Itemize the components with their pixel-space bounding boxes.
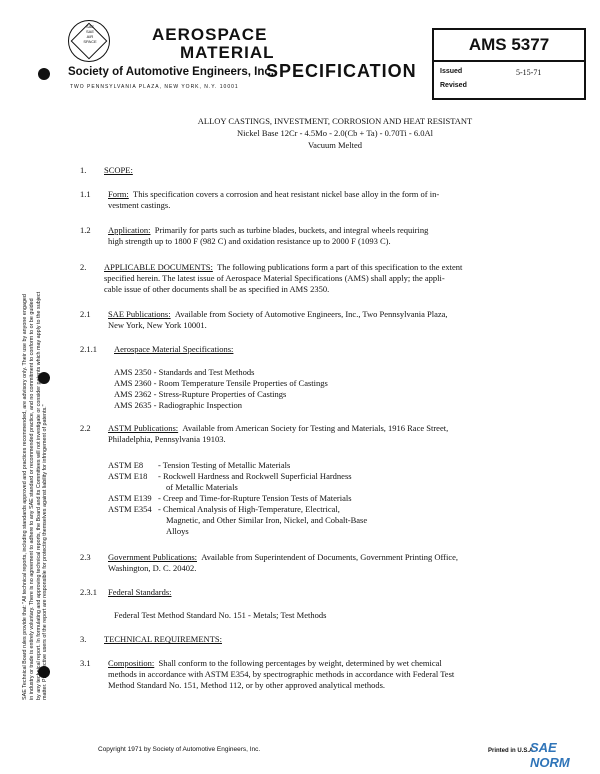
society-address: TWO PENNSYLVANIA PLAZA, NEW YORK, N.Y. 10001 — [70, 84, 239, 90]
spec-number-box — [432, 28, 586, 100]
issued-value: 5-15-71 — [516, 68, 542, 77]
spec-number: AMS 5377 — [434, 30, 584, 62]
section-3-num: 3. — [80, 634, 87, 644]
section-2-3: Government Publications: Available from Superintendent of Documents, Government Printing Office, Washington, D. C. 20402. — [108, 552, 459, 573]
section-2-1-num: 2.1 — [80, 309, 91, 319]
issued-label: Issued — [440, 68, 463, 75]
list-item: AMS 2360 - Room Temperature Tensile Properties of Castings — [114, 378, 328, 388]
list-item: Alloys — [166, 526, 189, 536]
document-title: ALLOY CASTINGS, INVESTMENT, CORROSION AND HEAT RESISTANT Nickel Base 12Cr - 4.5Mo - 2.0(Cb + Ta) - 0.70Ti - 6.0Al Vacuum Melted — [197, 116, 473, 150]
revised-label: Revised — [440, 82, 467, 89]
list-item: of Metallic Materials — [166, 482, 238, 492]
section-2-3-1-label: Federal Standards: — [108, 587, 172, 597]
list-item: AMS 2635 - Radiographic Inspection — [114, 400, 242, 410]
section-2: APPLICABLE DOCUMENTS: The following publications form a part of this specification to the extent specified herein. The latest issue of Aerospace Material Specifications (AMS) shall apply; the appli- cable issue of other documents shall be as specified in AMS 2350. — [104, 262, 463, 294]
section-1-heading: SCOPE: — [104, 165, 133, 175]
section-1-2: Application: Primarily for parts such as turbine blades, buckets, and integral wheels requiring high strength up to 1800 F (982 C) and oxidation resistance up to 2000 F (1093 C). — [108, 225, 429, 246]
list-item: ASTM E18 - Rockwell Hardness and Rockwell Superficial Hardness — [108, 471, 352, 481]
list-item: ASTM E8 - Tension Testing of Metallic Materials — [108, 460, 291, 470]
ams-list — [114, 367, 554, 411]
section-2-1-1-label: Aerospace Material Specifications: — [114, 344, 234, 354]
section-1-num: 1. — [80, 165, 87, 175]
section-1-2-num: 1.2 — [80, 225, 91, 235]
section-3-1: Composition: Shall conform to the following percentages by weight, determined by wet chemical methods in accordance with ASTM E354, by spectrographic methods in accordance with Federal Test Method Standard No. 151, Method 112, or by other approved analytical methods. — [108, 658, 455, 690]
section-2-1-1-num: 2.1.1 — [80, 344, 97, 354]
section-2-3-num: 2.3 — [80, 552, 91, 562]
section-2-num: 2. — [80, 262, 87, 272]
punch-hole — [38, 68, 50, 80]
header-title: AEROSPACE MATERIAL — [152, 25, 275, 62]
list-item: AMS 2362 - Stress-Rupture Properties of Castings — [114, 389, 287, 399]
society-name: Society of Automotive Engineers, Inc. — [68, 66, 274, 78]
section-3-heading: TECHNICAL REQUIREMENTS: — [104, 634, 222, 644]
section-2-3-1-text: Federal Test Method Standard No. 151 - Metals; Test Methods — [114, 610, 327, 620]
copyright-notice: Copyright 1971 by Society of Automotive Engineers, Inc. — [98, 746, 261, 753]
list-item: AMS 2350 - Standards and Test Methods — [114, 367, 255, 377]
section-1-1: Form: This specification covers a corrosion and heat resistant nickel base alloy in the form of in- vestment castings. — [108, 189, 440, 210]
section-3-1-num: 3.1 — [80, 658, 91, 668]
section-2-2-num: 2.2 — [80, 423, 91, 433]
sae-disclaimer-side-text: SAE Technical Board rules provide that: "All technical reports, including standards approved and practices recommended, are advisory only. Their use by anyone engaged in industry or trade is entirely voluntary. There is no agreement to adhere to any SAE standard or recommended practice, and no commitment to conform to or be guided by any technical report. In formulating and approving technical reports, the Board and its Committees will not investigate or consider patents which may apply to the subject matter. Prospective users of the report are responsible for protecting themselves against liability for infringement of patents." — [22, 291, 49, 700]
list-item: Magnetic, and Other Similar Iron, Nickel, and Cobalt-Base — [166, 515, 368, 525]
printed-in-usa: Printed in U.S.A. — [488, 748, 536, 754]
section-2-2: ASTM Publications: Available from American Society for Testing and Materials, 1916 Race Street, Philadelphia, Pennsylvania 19103. — [108, 423, 449, 444]
astm-list — [108, 460, 568, 537]
list-item: ASTM E139 - Creep and Time-for-Rupture Tension Tests of Materials — [108, 493, 352, 503]
list-item: ASTM E354 - Chemical Analysis of High-Temperature, Electrical, — [108, 504, 340, 514]
section-2-1: SAE Publications: Available from Society of Automotive Engineers, Inc., Two Pennsylvania Plaza, New York, New York 10001. — [108, 309, 448, 330]
header-specification: SPECIFICATION — [266, 61, 417, 81]
sae-logo-text: SAE SAE AIR SPACE — [83, 24, 97, 44]
section-1-1-num: 1.1 — [80, 189, 91, 199]
section-2-3-1-num: 2.3.1 — [80, 587, 97, 597]
sae-norm-watermark: SAE NORM — [530, 740, 570, 770]
